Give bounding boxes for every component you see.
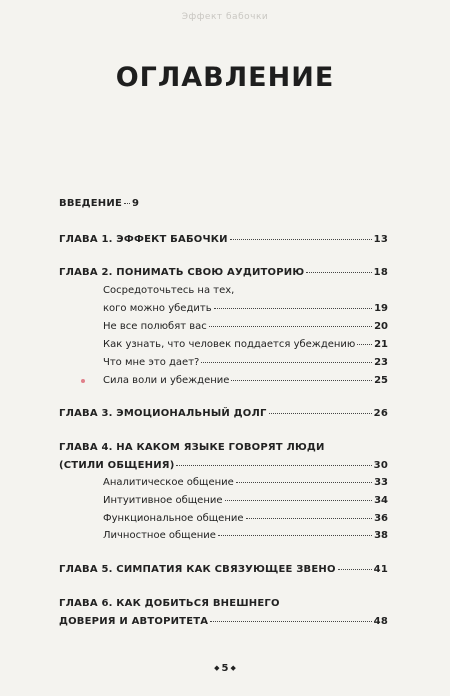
dot-leader (209, 326, 372, 327)
dot-leader (124, 203, 130, 204)
toc-entry-focus-line-1: Сосредоточьтесь на тех, (103, 285, 235, 296)
toc-entry-page: 38 (374, 530, 388, 541)
toc-entry-title: ГЛАВА 3. ЭМОЦИОНАЛЬНЫЙ ДОЛГ (59, 408, 267, 419)
toc-entry-page: 41 (373, 564, 388, 575)
toc-entry-chapter-2[interactable] (59, 267, 388, 278)
toc-entry-title: Сила воли и убеждение (103, 375, 230, 386)
page-number (0, 663, 450, 674)
toc-entry-intuitive[interactable] (59, 495, 388, 506)
toc-entry-title: Личностное общение (103, 530, 216, 541)
toc-entry-title: кого можно убедить (103, 303, 212, 314)
toc-entry-chapter-6-line-1: ГЛАВА 6. КАК ДОБИТЬСЯ ВНЕШНЕГО (59, 598, 280, 609)
dot-leader (214, 308, 372, 309)
toc-entry-chapter-4[interactable] (59, 460, 388, 471)
toc-entry-title: Функциональное общение (103, 513, 244, 524)
toc-entry-title: ДОВЕРИЯ И АВТОРИТЕТА (59, 616, 209, 627)
toc-entry-page: 13 (373, 234, 388, 245)
toc-entry-title: ГЛАВА 1. ЭФФЕКТ БАБОЧКИ (59, 234, 228, 245)
toc-entry-page: 26 (373, 408, 388, 419)
toc-entry-chapter-6[interactable] (59, 616, 388, 627)
toc-entry-functional[interactable] (59, 513, 388, 524)
dot-leader (230, 239, 372, 240)
dot-leader (306, 272, 371, 273)
toc-entry-not-everyone[interactable] (59, 321, 388, 332)
toc-entry-page: 25 (374, 375, 388, 386)
toc-entry-page: 20 (374, 321, 388, 332)
toc-entry-title: (СТИЛИ ОБЩЕНИЯ) (59, 460, 175, 471)
toc-entry-focus[interactable] (59, 303, 388, 314)
toc-entry-how-to-know[interactable] (59, 339, 388, 350)
page-number-value: 5 (221, 663, 229, 674)
toc-entry-title: Не все полюбят вас (103, 321, 207, 332)
toc-entry-title: ГЛАВА 5. СИМПАТИЯ КАК СВЯЗУЮЩЕЕ ЗВЕНО (59, 564, 336, 575)
page-title: ОГЛАВЛЕНИЕ (115, 62, 335, 93)
toc-entry-what-it-gives[interactable] (59, 357, 388, 368)
toc-entry-page: 34 (374, 495, 388, 506)
toc-entry-page: 9 (131, 198, 140, 209)
toc-entry-personal[interactable] (59, 530, 388, 541)
toc-entry-page: 18 (373, 267, 388, 278)
toc-entry-willpower[interactable] (59, 375, 388, 386)
dot-leader (218, 535, 372, 536)
toc-entry-title: Интуитивное общение (103, 495, 223, 506)
dot-leader (176, 465, 371, 466)
toc-entry-page: 19 (374, 303, 388, 314)
diamond-ornament-icon: ◆ (214, 664, 220, 672)
dot-leader (269, 413, 372, 414)
dot-leader (338, 569, 372, 570)
toc-entry-analytical[interactable] (59, 477, 388, 488)
dot-leader (246, 518, 373, 519)
toc-entry-page: 48 (373, 616, 388, 627)
toc-entry-page: 30 (373, 460, 388, 471)
diamond-ornament-icon: ◆ (230, 664, 236, 672)
toc-entry-page: 21 (374, 339, 388, 350)
toc-entry-title: Аналитическое общение (103, 477, 234, 488)
toc-entry-chapter-4-line-1: ГЛАВА 4. НА КАКОМ ЯЗЫКЕ ГОВОРЯТ ЛЮДИ (59, 442, 325, 453)
toc-entry-page: 33 (374, 477, 388, 488)
toc-entry-page: 36 (374, 513, 388, 524)
toc-entry-introduction[interactable] (59, 198, 139, 209)
running-head: Эффект бабочки (181, 12, 269, 22)
dot-leader (225, 500, 373, 501)
toc-entry-title: ВВЕДЕНИЕ (59, 198, 122, 209)
toc-entry-chapter-1[interactable] (59, 234, 388, 245)
dot-leader (201, 362, 372, 363)
dot-leader (357, 344, 372, 345)
toc-entry-page: 23 (374, 357, 388, 368)
bullet-mark-icon (81, 379, 85, 383)
dot-leader (231, 380, 372, 381)
toc-entry-title: ГЛАВА 2. ПОНИМАТЬ СВОЮ АУДИТОРИЮ (59, 267, 305, 278)
toc-entry-title: Что мне это дает? (103, 357, 200, 368)
toc-entry-chapter-5[interactable] (59, 564, 388, 575)
dot-leader (236, 482, 372, 483)
toc-entry-chapter-3[interactable] (59, 408, 388, 419)
toc-entry-title: Как узнать, что человек поддается убеждению (103, 339, 356, 350)
dot-leader (210, 621, 371, 622)
